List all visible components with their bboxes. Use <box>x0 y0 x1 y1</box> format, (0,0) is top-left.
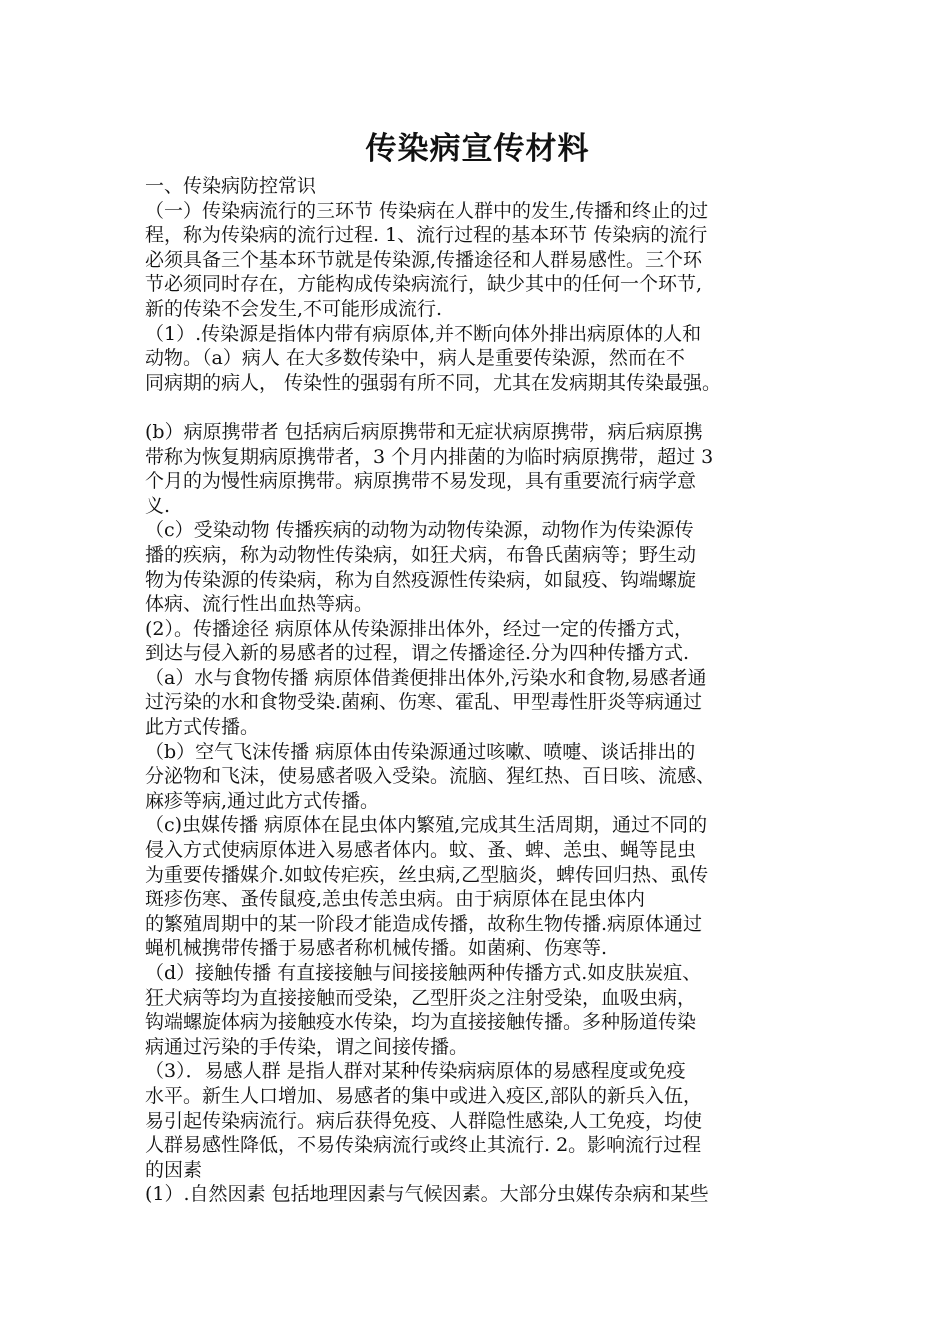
text-line: 的因素 <box>145 1158 203 1181</box>
text-line: （一）传染病流行的三环节 传染病在人群中的发生,传播和终止的过 <box>145 199 709 222</box>
text-line: 一、传染病防控常识 <box>145 175 317 197</box>
document-body <box>145 174 810 1207</box>
text-line: 个月的为慢性病原携带。病原携带不易发现，具有重要流行病学意 <box>145 470 697 493</box>
text-line: 义. <box>145 494 171 517</box>
text-line: (b）病原携带者 包括病后病原携带和无症状病原携带，病后病原携 <box>145 420 703 443</box>
text-line: 同病期的病人， 传染性的强弱有所不同，尤其在发病期其传染最强。 <box>145 371 722 394</box>
text-line: 钩端螺旋体病为接触疫水传染，均为直接接触传播。多种肠道传染 <box>145 1011 697 1034</box>
text-line: 新的传染不会发生,不可能形成流行. <box>145 297 443 320</box>
text-line: 节必须同时存在，方能构成传染病流行，缺少其中的任何一个环节, <box>145 273 703 296</box>
text-line: 带称为恢复期病原携带者，3 个月内排菌的为临时病原携带，超过 3 <box>145 445 714 468</box>
text-line: 蝇机械携带传播于易感者称机械传播。如菌痢、伤寒等. <box>145 937 608 960</box>
text-line: 播的疾病，称为动物性传染病，如狂犬病，布鲁氏菌病等；野生动 <box>145 543 697 566</box>
text-line: （a）水与食物传播 病原体借粪便排出体外,污染水和食物,易感者通 <box>145 666 707 689</box>
text-line: 麻疹等病,通过此方式传播。 <box>145 789 380 812</box>
text-line: 的繁殖周期中的某一阶段才能造成传播，故称生物传播.病原体通过 <box>145 912 703 935</box>
document-title: 传染病宣传材料 <box>365 131 590 167</box>
text-line: （3）．易感人群 是指人群对某种传染病病原体的易感程度或免疫 <box>145 1060 686 1083</box>
text-line: （d）接触传播 有直接接触与间接接触两种传播方式.如皮肤炭疽、 <box>145 962 702 984</box>
text-line: 易引起传染病流行。病后获得免疫、人群隐性感染,人工免疫，均使 <box>145 1109 703 1132</box>
text-line: 斑疹伤寒、蚤传鼠疫,恙虫传恙虫病。由于病原体在昆虫体内 <box>145 888 646 911</box>
text-line: 过污染的水和食物受染.菌痢、伤寒、霍乱、甲型毒性肝炎等病通过 <box>145 691 703 714</box>
text-line: （c)虫媒传播 病原体在昆虫体内繁殖,完成其生活周期，通过不同的 <box>145 814 708 837</box>
text-line: 到达与侵入新的易感者的过程，谓之传播途径.分为四种传播方式. <box>145 642 690 665</box>
text-line: 必须具备三个基本环节就是传染源,传播途径和人群易感性。三个环 <box>145 248 703 271</box>
text-line: 此方式传播。 <box>145 716 260 739</box>
text-line: 体病、流行性出血热等病。 <box>145 593 374 616</box>
text-line: （b）空气飞沫传播 病原体由传染源通过咳嗽、喷嚏、谈话排出的 <box>145 740 696 763</box>
text-line: 物为传染源的传染病，称为自然疫源性传染病，如鼠疫、钩端螺旋 <box>145 568 697 591</box>
text-line: （1）.传染源是指体内带有病原体,并不断向体外排出病原体的人和 <box>145 322 702 345</box>
text-line: 水平。新生人口增加、易感者的集中或进入疫区,部队的新兵入伍， <box>145 1084 703 1107</box>
text-line: （c）受染动物 传播疾病的动物为动物传染源，动物作为传染源传 <box>145 519 694 542</box>
text-line: 动物。（a）病人 在大多数传染中，病人是重要传染源，然而在不 <box>145 347 685 370</box>
blank-line <box>145 395 810 420</box>
text-line: 侵入方式使病原体进入易感者体内。蚊、蚤、蜱、恙虫、蝇等昆虫 <box>145 839 697 862</box>
text-line: 狂犬病等均为直接接触而受染，乙型肝炎之注射受染，血吸虫病， <box>145 986 697 1009</box>
text-line: (1）.自然因素 包括地理因素与气候因素。大部分虫媒传杂病和某些 <box>145 1183 709 1206</box>
document-page <box>145 128 810 1207</box>
text-line: 人群易感性降低，不易传染病流行或终止其流行. 2。影响流行过程 <box>145 1134 702 1157</box>
text-line: 病通过污染的手传染，谓之间接传播。 <box>145 1035 469 1058</box>
text-line: (2）。传播途径 病原体从传染源排出体外，经过一定的传播方式， <box>145 617 694 640</box>
text-line: 分泌物和飞沫，使易感者吸入受染。流脑、猩红热、百日咳、流感、 <box>145 765 716 788</box>
text-line: 程，称为传染病的流行过程. 1、流行过程的基本环节 传染病的流行 <box>145 224 708 247</box>
text-line: 为重要传播媒介.如蚊传疟疾，丝虫病,乙型脑炎，蜱传回归热、虱传 <box>145 863 709 886</box>
